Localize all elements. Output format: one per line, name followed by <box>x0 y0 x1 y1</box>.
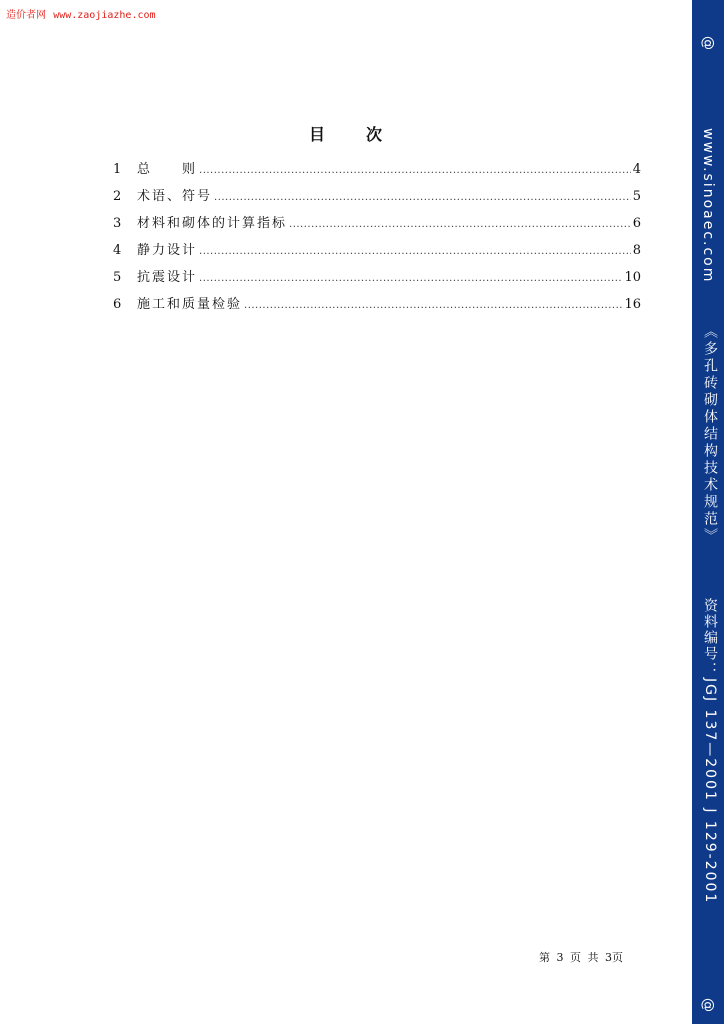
page-title <box>0 122 692 145</box>
toc-entry-title: 抗震设计 <box>137 270 198 285</box>
toc-dot-leader <box>199 273 622 284</box>
toc-entry-page: 6 <box>632 216 641 231</box>
toc-entry-title: 材料和砌体的计算指标 <box>137 216 288 231</box>
sidebar-at-symbol-bottom: @ <box>700 998 716 1013</box>
toc-dot-leader <box>199 246 631 257</box>
sidebar-banner <box>692 0 724 1024</box>
toc-entry[interactable] <box>113 293 641 320</box>
toc-entry[interactable] <box>113 185 641 212</box>
toc-entry-number: 1 <box>113 162 122 177</box>
page-footer: 第 3 页 共 3页 <box>539 951 623 964</box>
sidebar-url[interactable]: www.sinoaec.com <box>700 128 716 284</box>
toc-dot-leader <box>289 219 631 230</box>
toc-entry[interactable] <box>113 266 641 293</box>
toc-entry[interactable] <box>113 239 641 266</box>
page-title-char-2: 次 <box>366 125 384 144</box>
watermark-site-name: 造价者网 <box>6 10 46 21</box>
toc-entry-title: 施工和质量检验 <box>137 297 243 312</box>
toc-entry-title: 术语、符号 <box>137 189 213 204</box>
toc-entry-number: 6 <box>113 297 122 312</box>
toc-entry-page: 8 <box>632 243 641 258</box>
toc-entry[interactable] <box>113 212 641 239</box>
toc-entry-title: 总 则 <box>137 162 198 177</box>
toc-entry-number: 3 <box>113 216 122 231</box>
toc-entry-page: 4 <box>632 162 641 177</box>
toc-entry[interactable] <box>113 158 641 185</box>
table-of-contents <box>113 158 641 320</box>
toc-dot-leader <box>214 192 631 203</box>
watermark <box>6 6 156 21</box>
sidebar-document-title: 《多孔砖砌体结构技术规范》 <box>702 324 718 545</box>
toc-dot-leader <box>244 300 622 311</box>
page-title-char-1: 目 <box>308 125 326 144</box>
toc-entry-page: 16 <box>624 297 641 312</box>
watermark-url[interactable]: www.zaojiazhe.com <box>53 10 156 21</box>
sidebar-document-code: 资料编号：JGJ 137—2001 J 129-2001 <box>702 598 718 905</box>
sidebar-at-symbol-top: @ <box>700 36 716 51</box>
toc-dot-leader <box>199 165 631 176</box>
toc-entry-title: 静力设计 <box>137 243 198 258</box>
toc-entry-number: 4 <box>113 243 122 258</box>
toc-entry-page: 10 <box>624 270 641 285</box>
toc-entry-number: 5 <box>113 270 122 285</box>
toc-entry-number: 2 <box>113 189 122 204</box>
toc-entry-page: 5 <box>632 189 641 204</box>
